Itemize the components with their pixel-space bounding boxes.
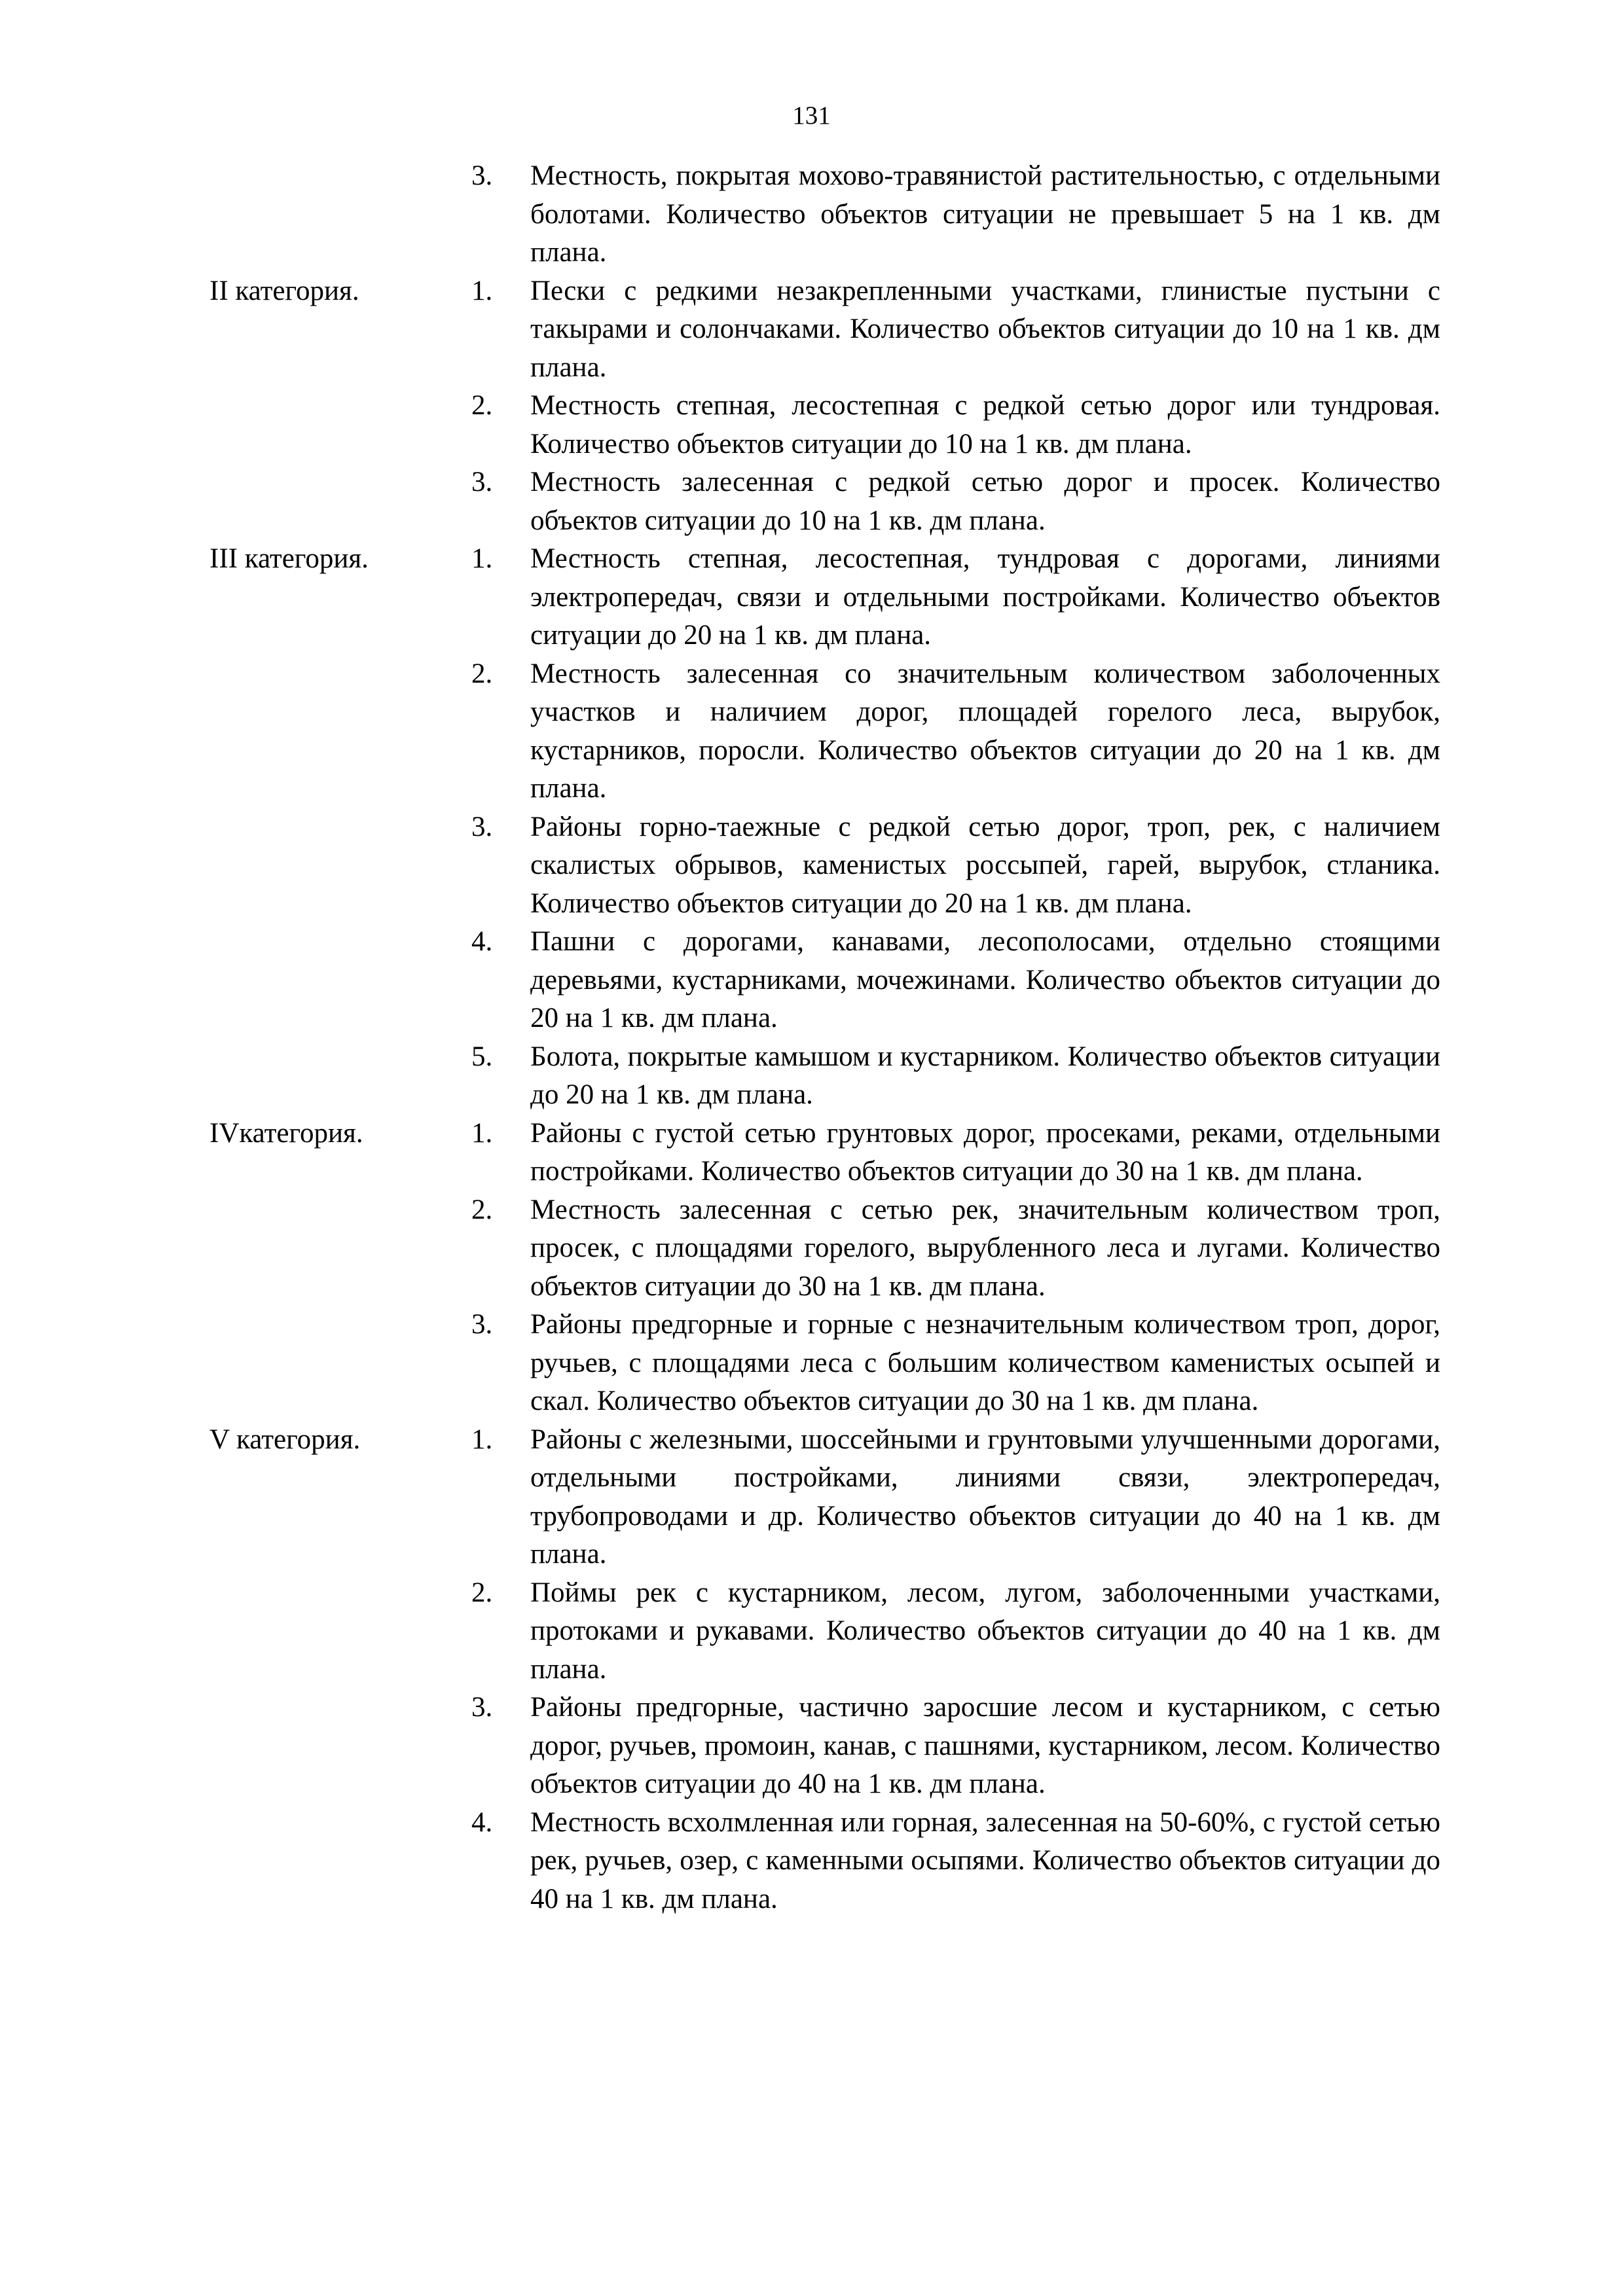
list-item (471, 923, 1440, 1038)
item-number: 2. (471, 658, 493, 689)
item-number: 2. (471, 1577, 493, 1608)
list-item (471, 272, 1440, 387)
item-text: Местность залесенная с редкой сетью дорог и просек. Количество объектов ситуации до 10 на 1 кв. дм плана. (530, 467, 1440, 536)
item-number: 3. (471, 1692, 493, 1723)
list-item (471, 1421, 1440, 1574)
item-number: 2. (471, 390, 493, 421)
category-iii (210, 540, 1440, 1115)
category-iv (210, 1115, 1440, 1421)
item-number: 2. (471, 1194, 493, 1225)
list-item (471, 808, 1440, 924)
item-number: 1. (471, 543, 493, 574)
category-label: IVкатегория. (210, 1117, 363, 1149)
item-text: Местность, покрытая мохово-травянистой растительностью, с отдельными болотами. Количество объектов ситуации не превышает 5 на 1 кв. дм плана. (530, 160, 1440, 268)
item-text: Районы горно-таежные с редкой сетью дорог, троп, рек, с наличием скалистых обрывов, каменистых россыпей, гарей, вырубок, стланика. Количество объектов ситуации до 20 на 1 кв. дм плана. (530, 811, 1440, 919)
category-items (471, 1115, 1440, 1421)
category-items (471, 272, 1440, 541)
category-label: V категория. (210, 1424, 361, 1455)
list-item (471, 655, 1440, 808)
category-items (471, 540, 1440, 1115)
page-number: 131 (792, 101, 831, 130)
item-text: Районы с густой сетью грунтовых дорог, просеками, реками, отдельными постройками. Количество объектов ситуации до 30 на 1 кв. дм плана. (530, 1117, 1440, 1187)
item-text: Местность залесенная со значительным количеством заболоченных участков и наличием дорог, площадей горелого леса, вырубок, кустарников, поросли. Количество объектов ситуации до 20 на 1 кв. дм плана. (530, 658, 1440, 804)
item-text: Пески с редкими незакрепленными участками, глинистые пустыни с такырами и солончаками. Количество объектов ситуации до 10 на 1 кв. дм плана. (530, 275, 1440, 383)
item-number: 3. (471, 467, 493, 497)
item-text: Районы предгорные и горные с незначительным количеством троп, дорог, ручьев, с площадями леса с большим количеством каменистых осыпей и скал. Количество объектов ситуации до 30 на 1 кв. дм плана. (530, 1309, 1440, 1416)
category-continuation (210, 157, 1440, 272)
list-item (471, 157, 1440, 272)
list-item (471, 1038, 1440, 1115)
category-label: III категория. (210, 543, 369, 574)
list-item (471, 1306, 1440, 1421)
item-text: Районы предгорные, частично заросшие лесом и кустарником, с сетью дорог, ручьев, промоин, канав, с пашнями, кустарником, лесом. Количество объектов ситуации до 40 на 1 кв. дм плана. (530, 1692, 1440, 1799)
list-item (471, 1191, 1440, 1306)
item-number: 4. (471, 926, 493, 957)
item-number: 3. (471, 160, 493, 191)
item-number: 1. (471, 275, 493, 306)
category-ii (210, 272, 1440, 541)
list-item (471, 1804, 1440, 1919)
item-number: 3. (471, 1309, 493, 1340)
item-text: Местность степная, лесостепная с редкой сетью дорог или тундровая. Количество объектов ситуации до 10 на 1 кв. дм плана. (530, 390, 1440, 459)
item-text: Поймы рек с кустарником, лесом, лугом, заболоченными участками, протоками и рукавами. Количество объектов ситуации до 40 на 1 кв. дм плана. (530, 1577, 1440, 1685)
item-text: Местность залесенная с сетью рек, значительным количеством троп, просек, с площадями горелого, вырубленного леса и лугами. Количество объектов ситуации до 30 на 1 кв. дм плана. (530, 1194, 1440, 1302)
item-text: Местность степная, лесостепная, тундровая с дорогами, линиями электропередач, связи и отдельными постройками. Количество объектов ситуации до 20 на 1 кв. дм плана. (530, 543, 1440, 651)
list-item (471, 387, 1440, 463)
category-items (471, 1421, 1440, 1919)
category-list (210, 157, 1440, 1918)
item-text: Пашни с дорогами, канавами, лесополосами, отдельно стоящими деревьями, кустарниками, мочежинами. Количество объектов ситуации до 20 на 1 кв. дм плана. (530, 926, 1440, 1033)
list-item (471, 1574, 1440, 1689)
list-item (471, 1689, 1440, 1804)
item-text: Местность всхолмленная или горная, залесенная на 50-60%, с густой сетью рек, ручьев, озер, с каменными осыпями. Количество объектов ситуации до 40 на 1 кв. дм плана. (530, 1806, 1440, 1914)
list-item (471, 1115, 1440, 1191)
category-items (471, 157, 1440, 272)
list-item (471, 540, 1440, 655)
item-text: Районы с железными, шоссейными и грунтовыми улучшенными дорогами, отдельными постройками, линиями связи, электропередач, трубопроводами и др. Количество объектов ситуации до 40 на 1 кв. дм плана. (530, 1424, 1440, 1570)
category-label: II категория. (210, 275, 359, 306)
item-number: 5. (471, 1041, 493, 1072)
list-item (471, 463, 1440, 540)
item-text: Болота, покрытые камышом и кустарником. Количество объектов ситуации до 20 на 1 кв. дм плана. (530, 1041, 1440, 1110)
item-number: 4. (471, 1806, 493, 1838)
item-number: 1. (471, 1117, 493, 1149)
item-number: 3. (471, 811, 493, 842)
category-v (210, 1421, 1440, 1919)
item-number: 1. (471, 1424, 493, 1455)
